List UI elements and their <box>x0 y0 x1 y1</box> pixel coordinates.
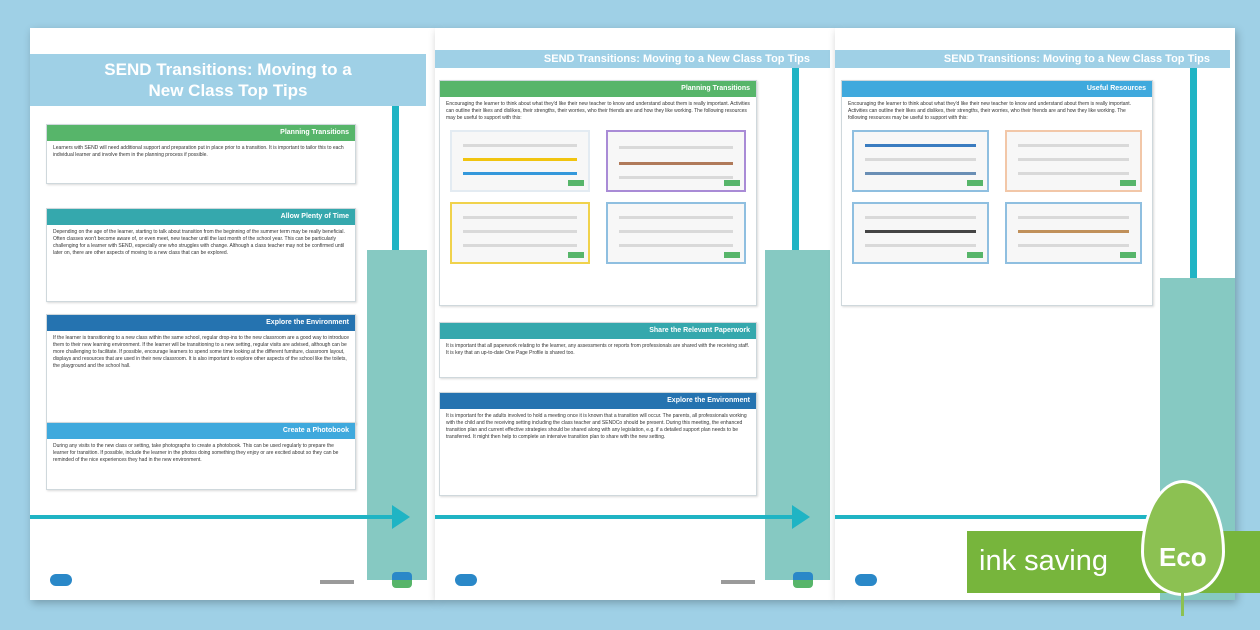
card-heading: Useful Resources <box>842 81 1152 97</box>
twinkl-logo <box>455 574 477 586</box>
card-text: It is important that all paperwork relating to the learner, any assessments or reports from professionals are shared with the receiving staff. It is key that an up-to-date One Page Profile is shared too. <box>446 343 750 356</box>
resource-thumbnail[interactable] <box>1005 202 1142 264</box>
leaf-stem <box>1181 590 1184 616</box>
card-explore-the-environment <box>46 314 356 424</box>
card-planning-transitions <box>46 124 356 184</box>
page-title: SEND Transitions: Moving to a New Class Top Tips <box>30 54 426 106</box>
eco-badge-label: Eco <box>1159 542 1207 572</box>
resource-thumbnail[interactable] <box>606 202 746 264</box>
arrow-line <box>835 515 1190 519</box>
card-heading: Explore the Environment <box>440 393 756 409</box>
card-heading: Explore the Environment <box>47 315 355 331</box>
card-allow-plenty-of-time <box>46 208 356 302</box>
footer-website <box>721 580 755 584</box>
card-text: If the learner is transitioning to a new class within the same school, regular drop-ins to the new classroom are a good way to introduce them to their new learning environment. If the learner will be transitioning to a new setting, regular visits are advised, although can be more challenging to facilitate. If possible, encourage learners to spend some time looking at the different furniture, classroom layout, displays and resources that are used in their new classroom. It is also important to explore other aspects of the school like the toilets, the playground and the school hall. <box>53 335 349 369</box>
side-panel <box>765 250 830 580</box>
worksheet-page-2 <box>435 28 835 600</box>
ink-saving-label: ink saving <box>979 545 1108 577</box>
resource-thumbnail[interactable] <box>450 202 590 264</box>
arrow-icon <box>392 505 410 529</box>
card-heading: Planning Transitions <box>440 81 756 97</box>
card-share-the-relevant-paperwork <box>439 322 757 378</box>
resource-thumbnails <box>842 130 1152 272</box>
page-title: SEND Transitions: Moving to a New Class Top Tips <box>835 50 1230 68</box>
card-text: Encouraging the learner to think about what they'd like their new teacher to know and understand about them is really important. Activities can outline their likes and dislikes, their strengths, their worries, who their friends are and how they like working. The following resources may be useful to support with this: <box>446 101 750 121</box>
card-heading: Create a Photobook <box>47 423 355 439</box>
accent-bar <box>1190 68 1197 278</box>
resource-thumbnails <box>440 130 756 272</box>
resource-thumbnail[interactable] <box>450 130 590 192</box>
arrow-line <box>435 515 792 519</box>
card-text: During any visits to the new class or setting, take photographs to create a photobook. This can be used regularly to prepare the learner for transition. If possible, include the learner in the photos doing something they enjoy or are excited about so they can be reminded of the nice experiences they had in the new environment. <box>53 443 339 463</box>
card-text: Encouraging the learner to think about what they'd like their new teacher to know and understand about them is really important. Activities can outline their likes and dislikes, their strengths, their worries, who their friends are and how they like working. The following resources may be useful to support with this: <box>848 101 1132 121</box>
resource-thumbnail[interactable] <box>606 130 746 192</box>
resource-thumbnail[interactable] <box>1005 130 1142 192</box>
side-panel <box>367 250 427 580</box>
card-heading: Allow Plenty of Time <box>47 209 355 225</box>
worksheet-page-1 <box>30 28 435 600</box>
card-heading: Planning Transitions <box>47 125 355 141</box>
card-create-a-photobook <box>46 422 356 490</box>
twinkl-logo <box>855 574 877 586</box>
card-text: Learners with SEND will need additional support and preparation put in place prior to a transition. It is important to tailor this to each individual learner and involve them in the planning process if possible. <box>53 145 344 158</box>
resource-thumbnail[interactable] <box>852 130 989 192</box>
card-text: Depending on the age of the learner, starting to talk about transition from the beginning of the summer term may be really beneficial. Often classes won't become aware of, or even meet, new teacher until the last month of the school year. This can be particularly challenging for a learner with SEND, especially one who struggles with change. Although a class teacher may not be confirmed until later on, there are other aspects of moving to a new class that can be explored. <box>53 229 345 256</box>
twinkl-logo <box>50 574 72 586</box>
card-heading: Share the Relevant Paperwork <box>440 323 756 339</box>
arrow-icon <box>792 505 810 529</box>
page-title: SEND Transitions: Moving to a New Class Top Tips <box>435 50 830 68</box>
card-useful-resources <box>841 80 1153 306</box>
curriculum-badge-icon <box>392 572 412 588</box>
curriculum-badge-icon <box>793 572 813 588</box>
arrow-line <box>30 515 392 519</box>
card-explore-the-environment <box>439 392 757 496</box>
card-text: It is important for the adults involved to hold a meeting once it is known that a transition will occur. The parents, all professionals working with the child and the receiving setting including the class teacher and SENDCo should be present. During this meeting, the enhanced transition plan and current effective strategies should be shared along with any legislation, e.g. if a detailed support plan needs to be transferred. It might then help to complete an intensive transition plan to share with the new setting. <box>446 413 747 440</box>
resource-thumbnail[interactable] <box>852 202 989 264</box>
card-planning-transitions <box>439 80 757 306</box>
accent-bar <box>792 68 799 278</box>
footer-website <box>320 580 354 584</box>
